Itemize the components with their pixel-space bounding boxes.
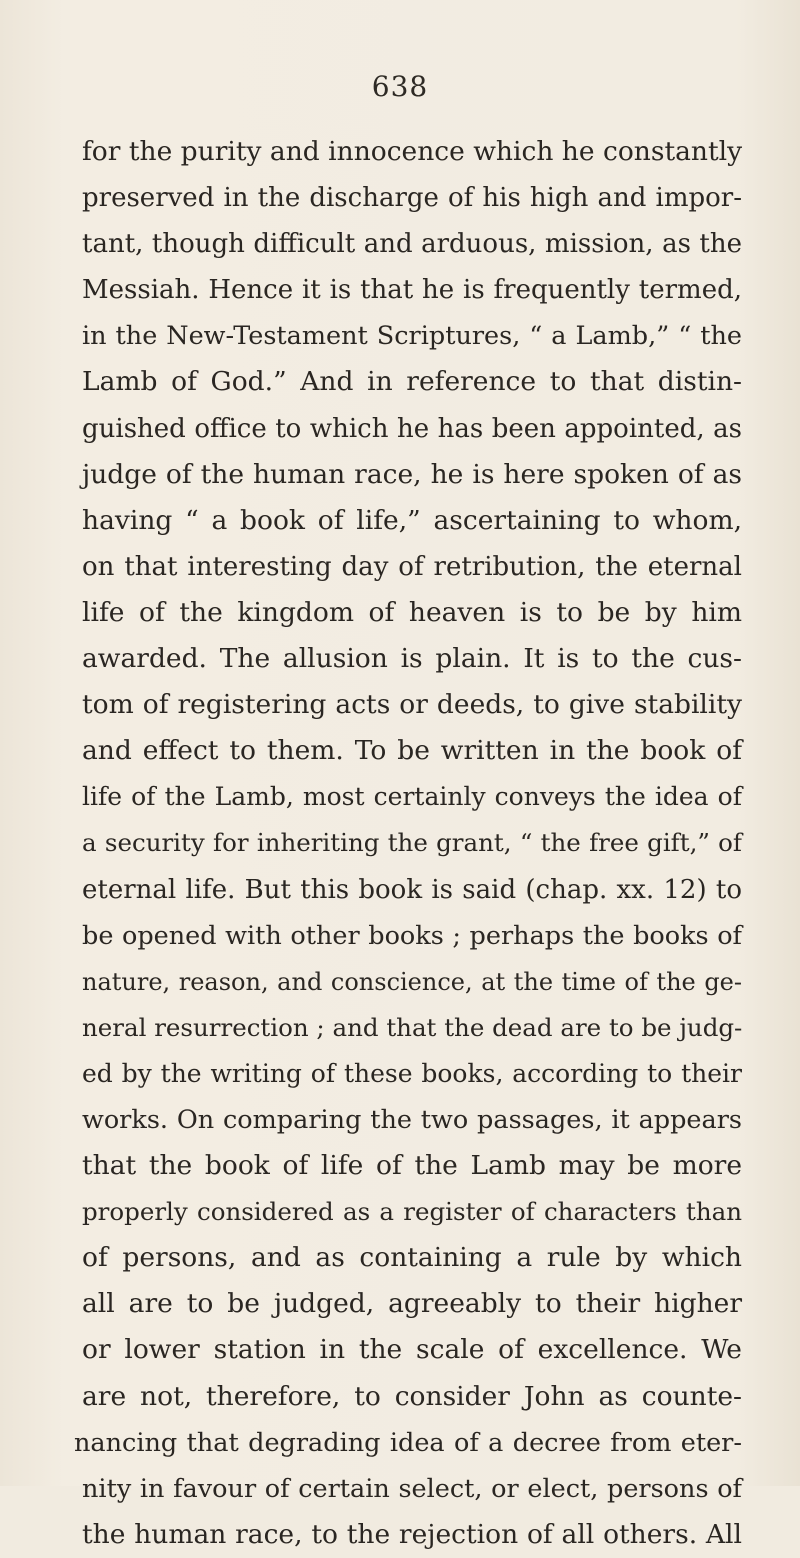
text-line: tant, though difficult and arduous, mission, as the [82,229,742,260]
text-line: nity in favour of certain select, or elect, persons of [82,1473,742,1504]
text-line: life of the kingdom of heaven is to be by him [82,596,742,628]
text-line: on that interesting day of retribution, the eternal [82,551,742,582]
text-line: that the book of life of the Lamb may be more [82,1150,742,1182]
text-line: properly considered as a register of characters than [82,1197,742,1227]
text-line: and effect to them. To be written in the book of [82,735,742,767]
text-line: neral resurrection ; and that the dead are to be judg- [82,1012,743,1042]
page-number: 638 [371,70,429,103]
text-line: guished office to which he has been appointed, as [82,413,742,444]
body-text [74,129,743,1558]
text-line: preserved in the discharge of his high and impor- [82,183,742,214]
text-line: works. On comparing the two passages, it appears [82,1104,742,1135]
text-line: be opened with other books ; perhaps the books of [82,920,742,951]
text-line: Lamb of God.” And in reference to that distin- [82,366,742,398]
text-line: in the New-Testament Scriptures, “ a Lamb,” “ the [82,321,742,352]
text-line: are not, therefore, to consider John as counte- [82,1380,742,1412]
text-line: eternal life. But this book is said (chap. xx. 12) to [82,874,742,905]
text-line: life of the Lamb, most certainly conveys the idea of [82,782,742,812]
text-line: or lower station in the scale of excellence. We [82,1334,742,1366]
text-line: a security for inheriting the grant, “ the free gift,” of [82,828,742,858]
text-line: the human race, to the rejection of all others. All [82,1518,742,1550]
text-line: tom of registering acts or deeds, to give stability [82,689,742,721]
text-line: nature, reason, and conscience, at the time of the ge- [82,967,742,996]
text-line: of persons, and as containing a rule by which [82,1242,742,1274]
text-line: nancing that degrading idea of a decree from eter- [74,1427,742,1458]
text-line: judge of the human race, he is here spoken of as [82,458,742,490]
text-line: having “ a book of life,” ascertaining to whom, [82,504,742,536]
text-line: for the purity and innocence which he constantly [82,136,743,167]
text-line: ed by the writing of these books, according to their [82,1058,742,1088]
text-line: all are to be judged, agreeably to their higher [82,1288,742,1320]
text-line: awarded. The allusion is plain. It is to the cus- [82,643,742,675]
text-line: Messiah. Hence it is that he is frequently termed, [82,275,742,306]
